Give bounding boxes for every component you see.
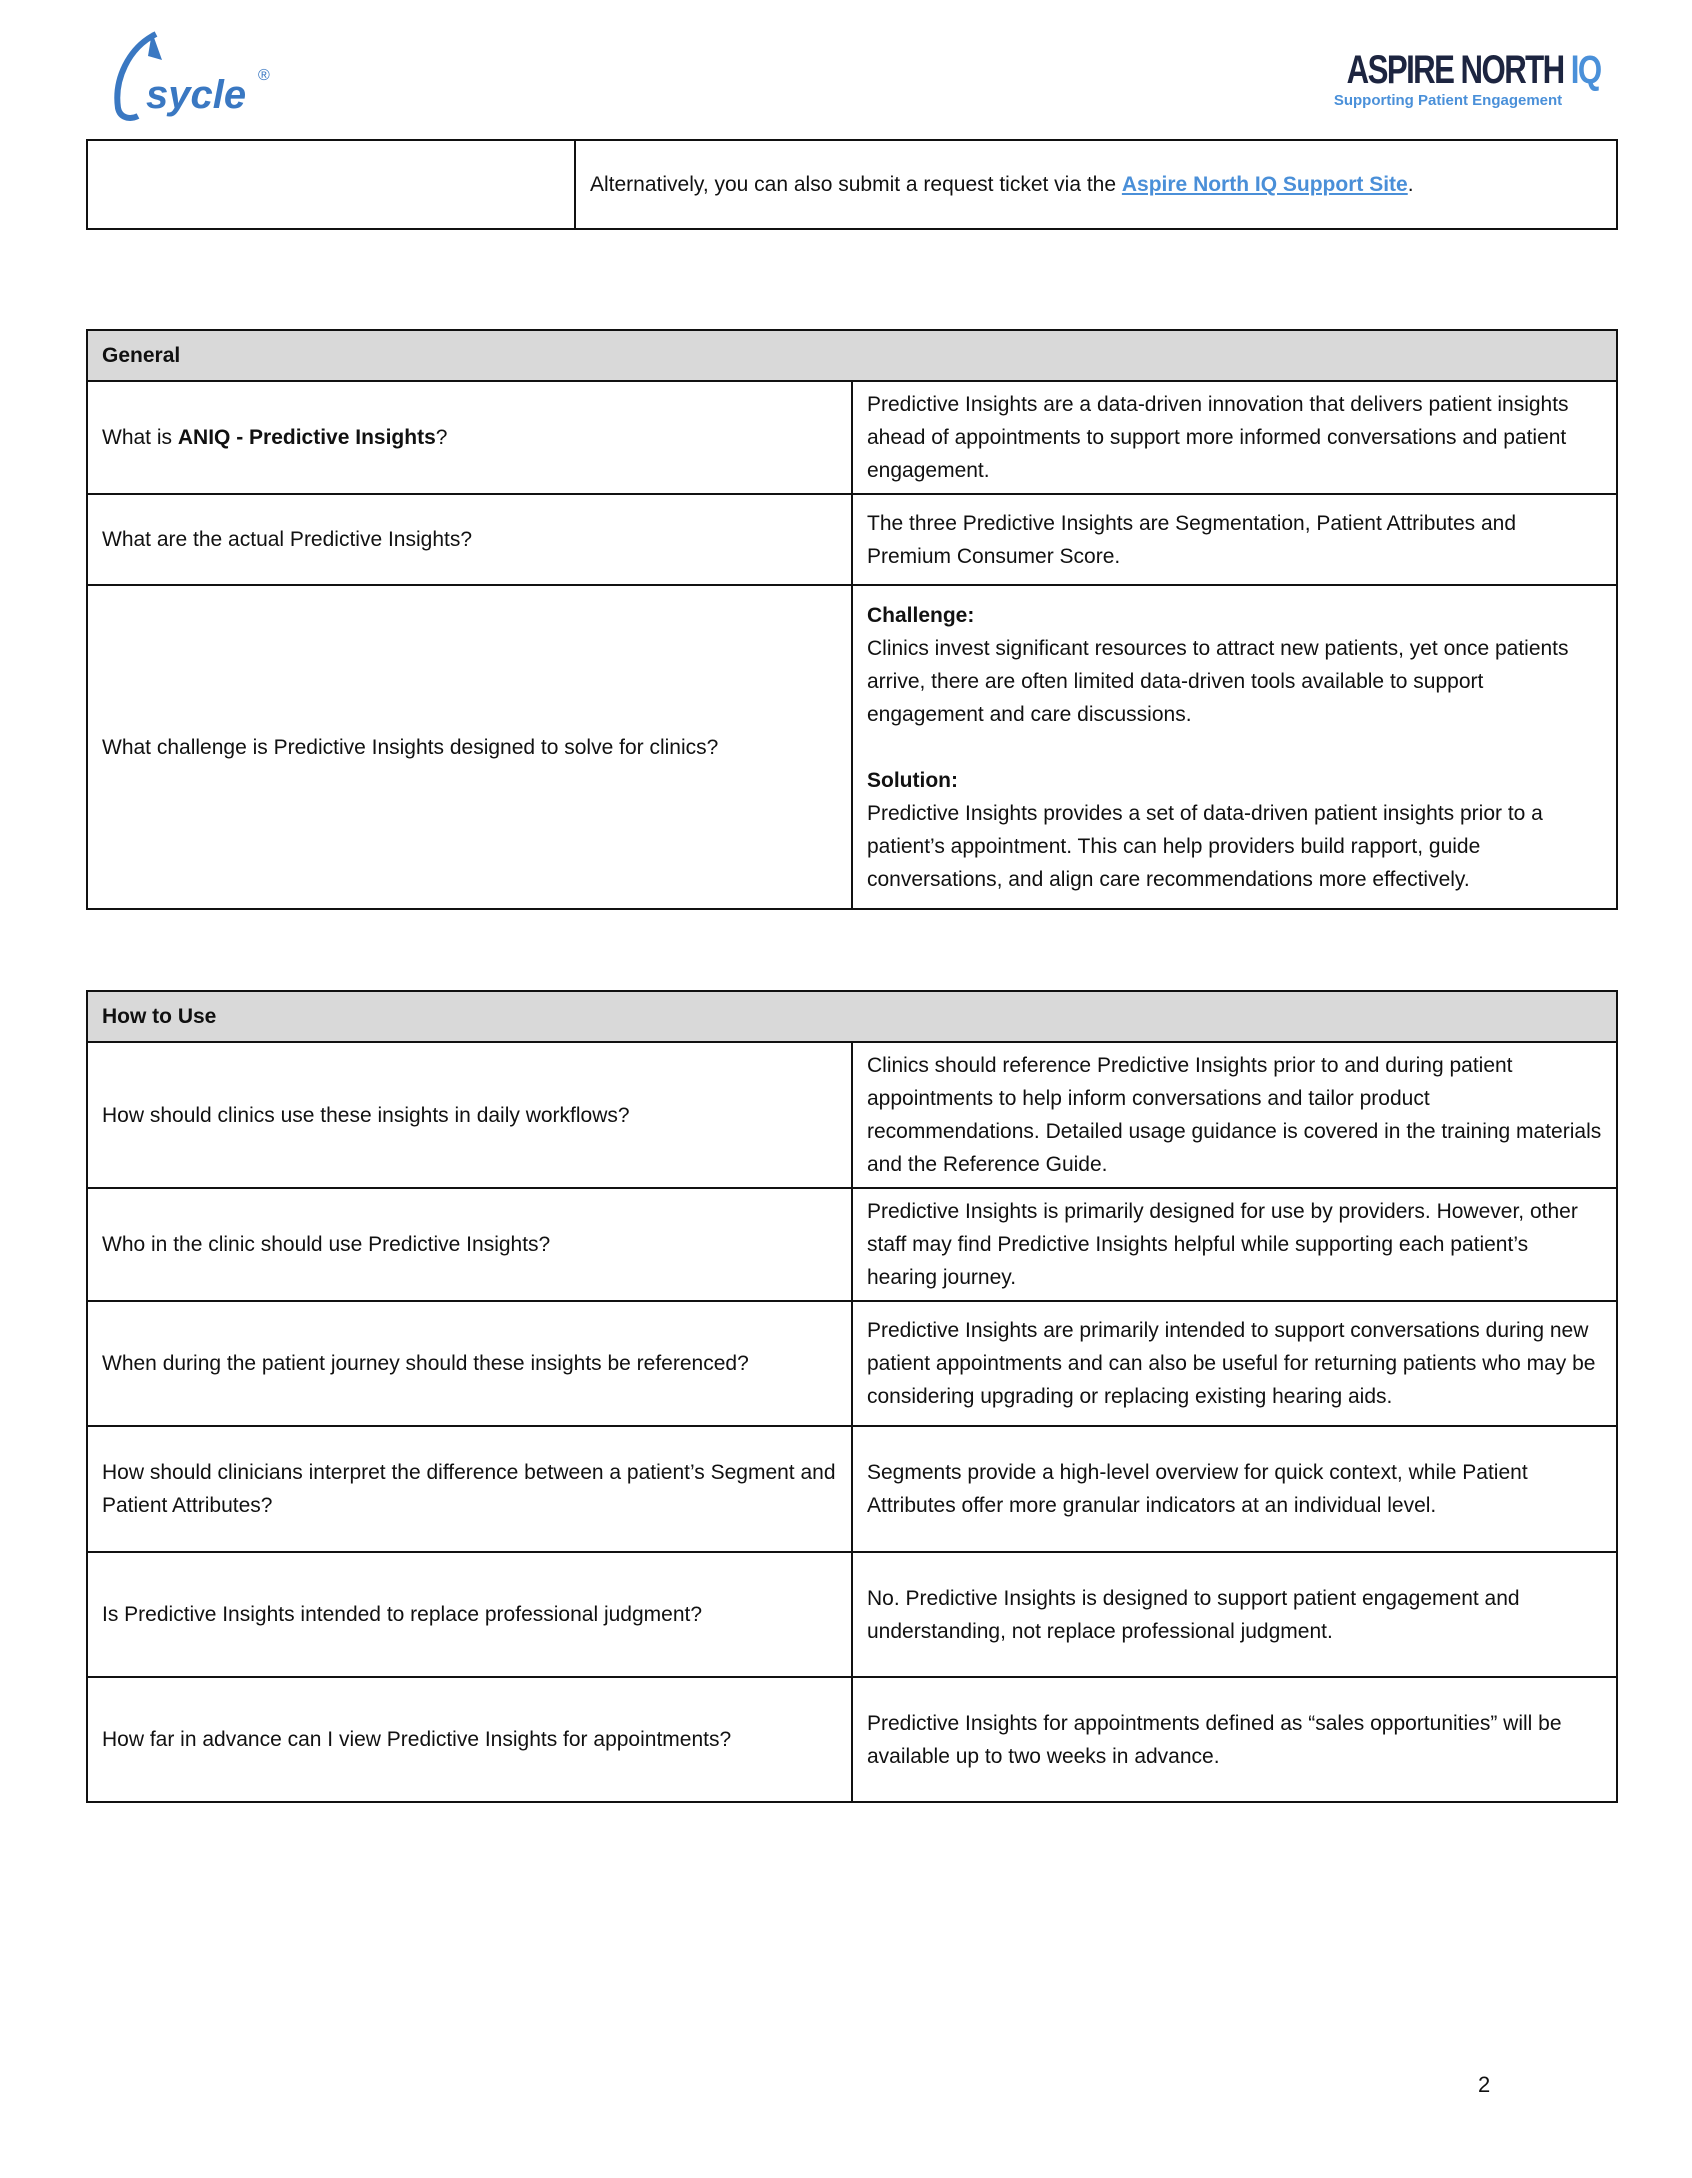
- support-text: Alternatively, you can also submit a request ticket via the: [590, 173, 1122, 196]
- logo-title: [1346, 48, 1601, 92]
- table-row: [87, 1552, 1617, 1677]
- table-row: [87, 1042, 1617, 1188]
- table-row: [87, 585, 1617, 909]
- support-cell: [575, 140, 1617, 229]
- table-row: [87, 1188, 1617, 1301]
- question-cell: Is Predictive Insights intended to replace professional judgment?: [87, 1552, 852, 1677]
- general-table: [86, 329, 1618, 910]
- support-table: [86, 139, 1618, 230]
- question-cell: How should clinicians interpret the difference between a patient’s Segment and Patient Attributes?: [87, 1426, 852, 1552]
- answer-cell: Clinics should reference Predictive Insights prior to and during patient appointments to help inform conversations and tailor product recommendations. Detailed usage guidance is covered in the training materials and the Reference Guide.: [852, 1042, 1617, 1188]
- question-text: What is: [102, 426, 178, 449]
- logo-title-main: ASPIRE NORTH: [1346, 48, 1571, 92]
- logo-tagline: Supporting Patient Engagement: [1333, 92, 1563, 109]
- answer-cell: Predictive Insights are primarily intended to support conversations during new patient appointments and can also be useful for returning patients who may be considering upgrading or replacing existing hearing aids.: [852, 1301, 1617, 1426]
- table-row: [87, 381, 1617, 494]
- page-number: 2: [1478, 2072, 1491, 2097]
- table-row: [87, 1301, 1617, 1426]
- answer-cell: Segments provide a high-level overview for quick context, while Patient Attributes offer more granular indicators at an individual level.: [852, 1426, 1617, 1552]
- table-row: [87, 494, 1617, 585]
- question-cell: [87, 381, 852, 494]
- empty-cell: [87, 140, 575, 229]
- answer-cell: Predictive Insights are a data-driven innovation that delivers patient insights ahead of appointments to support more informed conversations and patient engagement.: [852, 381, 1617, 494]
- svg-text:®: ®: [258, 67, 270, 84]
- question-cell: What challenge is Predictive Insights designed to solve for clinics?: [87, 585, 852, 909]
- question-cell: Who in the clinic should use Predictive Insights?: [87, 1188, 852, 1301]
- sycle-logo: [108, 30, 288, 122]
- section-title-general: General: [87, 330, 1617, 381]
- question-suffix: ?: [435, 426, 448, 449]
- answer-cell: No. Predictive Insights is designed to support patient engagement and understanding, not replace professional judgment.: [852, 1552, 1617, 1677]
- answer-cell: Predictive Insights is primarily designed for use by providers. However, other staff may find Predictive Insights helpful while supporting each patient’s hearing journey.: [852, 1188, 1617, 1301]
- how-to-use-table: [86, 990, 1618, 1803]
- solution-label: Solution:: [867, 768, 958, 792]
- question-cell: How far in advance can I view Predictive Insights for appointments?: [87, 1677, 852, 1802]
- table-row: [87, 1677, 1617, 1802]
- answer-cell: [852, 585, 1617, 909]
- question-cell: How should clinics use these insights in daily workflows?: [87, 1042, 852, 1188]
- question-bold: ANIQ - Predictive Insights: [177, 426, 436, 449]
- section-title-how-to-use: How to Use: [87, 991, 1617, 1042]
- support-text-end: .: [1407, 173, 1414, 196]
- solution-text: Predictive Insights provides a set of data-driven patient insights prior to a patient’s appointment. This can help providers build rapport, guide conversations, and align care recommendations more effectively.: [867, 801, 1543, 891]
- logo-title-accent: IQ: [1570, 48, 1601, 92]
- answer-cell: Predictive Insights for appointments defined as “sales opportunities” will be available up to two weeks in advance.: [852, 1677, 1617, 1802]
- question-cell: When during the patient journey should these insights be referenced?: [87, 1301, 852, 1426]
- support-site-link[interactable]: Aspire North IQ Support Site: [1121, 173, 1408, 196]
- table-row: [87, 1426, 1617, 1552]
- question-cell: What are the actual Predictive Insights?: [87, 494, 852, 585]
- answer-cell: The three Predictive Insights are Segmentation, Patient Attributes and Premium Consumer Score.: [852, 494, 1617, 585]
- challenge-text: Clinics invest significant resources to attract new patients, yet once patients arrive, there are often limited data-driven tools available to support engagement and care discussions.: [867, 636, 1569, 726]
- sycle-logo-text: sycle: [146, 73, 247, 117]
- challenge-label: Challenge:: [867, 603, 975, 627]
- aspire-north-iq-logo: [1318, 48, 1601, 128]
